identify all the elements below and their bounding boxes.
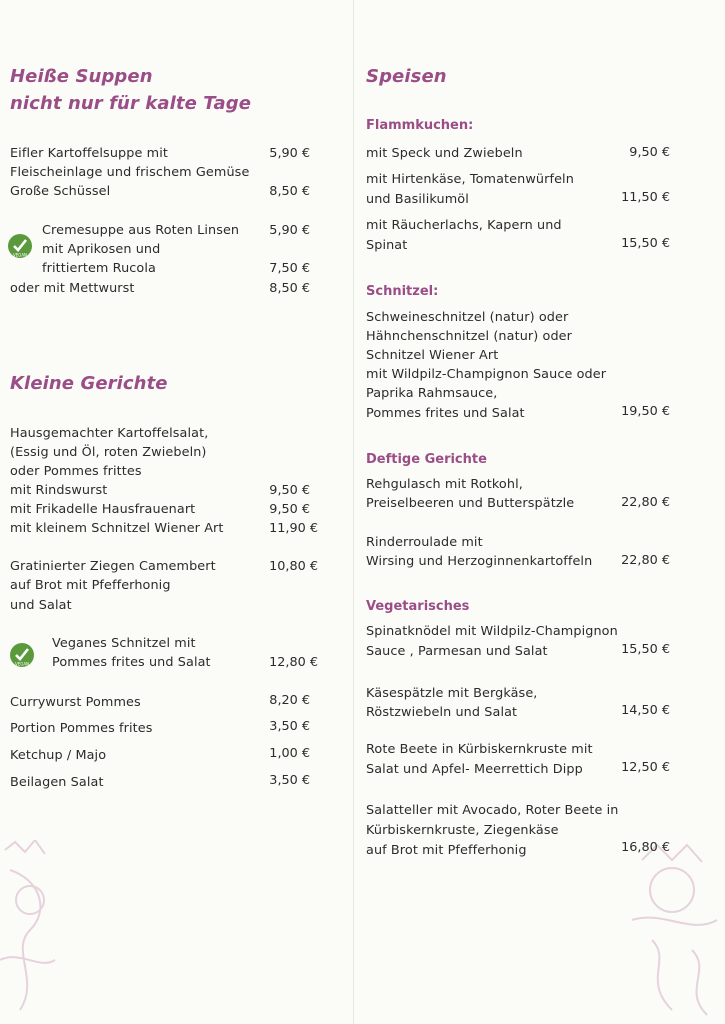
menu-item-desc: Salat und Apfel- Meerrettich Dipp (366, 762, 583, 777)
menu-item-option: mit Frikadelle Hausfrauenart (10, 502, 196, 517)
menu-item-price: 12,50 € (621, 760, 670, 775)
menu-item-desc: mit Aprikosen und (42, 242, 161, 257)
menu-item-price: 14,50 € (621, 703, 670, 718)
menu-item-option: mit kleinem Schnitzel Wiener Art (10, 521, 224, 536)
menu-item-price: 15,50 € (621, 236, 670, 251)
menu-item-price: 19,50 € (621, 404, 670, 419)
menu-item-price: 9,50 € (269, 483, 310, 498)
menu-item-price: 22,80 € (621, 553, 670, 568)
menu-item-desc: Pommes frites und Salat (366, 406, 525, 421)
menu-item-desc: auf Brot mit Pfefferhonig (10, 578, 171, 593)
menu-item-price: 3,50 € (269, 719, 310, 734)
menu-item-name: Beilagen Salat (10, 775, 104, 790)
section-title-small-dishes: Kleine Gerichte (10, 373, 168, 394)
menu-item-desc: Wirsing und Herzoginnenkartoffeln (366, 554, 593, 569)
menu-item-name: mit Speck und Zwiebeln (366, 146, 523, 161)
vegan-badge-text: VEGAN (14, 661, 30, 667)
menu-item-desc: (Essig und Öl, roten Zwiebeln) (10, 445, 207, 460)
page-fold-divider (353, 0, 354, 1024)
menu-item-name: Rehgulasch mit Rotkohl, (366, 477, 523, 492)
subsection-title-schnitzel: Schnitzel: (366, 284, 439, 299)
menu-item-name: Veganes Schnitzel mit (52, 636, 196, 651)
menu-item-desc: Pommes frites und Salat (52, 655, 211, 670)
menu-item-price: 9,50 € (269, 502, 310, 517)
menu-item-price: 9,50 € (629, 145, 670, 160)
menu-item-name: mit Räucherlachs, Kapern und (366, 218, 562, 233)
menu-item-desc: Preiselbeeren und Butterspätzle (366, 496, 575, 511)
heraldic-crest-icon (0, 840, 60, 1020)
menu-item-desc: oder mit Mettwurst (10, 281, 135, 296)
menu-item-name: Cremesuppe aus Roten Linsen (42, 223, 240, 238)
menu-item-desc: Spinat (366, 238, 408, 253)
menu-item-desc: mit Wildpilz-Champignon Sauce oder (366, 367, 607, 382)
menu-item-name: Rinderroulade mit (366, 535, 483, 550)
subsection-title-vegetarian: Vegetarisches (366, 599, 470, 614)
menu-item-option: mit Rindswurst (10, 483, 108, 498)
menu-item-desc: Röstzwiebeln und Salat (366, 705, 518, 720)
menu-item-price: 16,80 € (621, 840, 670, 855)
menu-item-name: Käsespätzle mit Bergkäse, (366, 686, 538, 701)
menu-item-price: 12,80 € (269, 655, 318, 670)
menu-item-price: 7,50 € (269, 261, 310, 276)
menu-item-desc: und Salat (10, 598, 72, 613)
section-title-soups: Heiße Suppen (10, 66, 153, 87)
menu-item-name: Eifler Kartoffelsuppe mit (10, 146, 168, 161)
vegan-badge-icon (7, 233, 33, 259)
menu-item-desc: oder Pommes frittes (10, 464, 142, 479)
menu-item-price: 22,80 € (621, 495, 670, 510)
menu-item-price: 3,50 € (269, 773, 310, 788)
menu-item-desc: Kürbiskernkruste, Ziegenkäse (366, 823, 559, 838)
menu-item-price: 11,50 € (621, 190, 670, 205)
menu-item-desc: und Basilikumöl (366, 192, 469, 207)
menu-item-desc: auf Brot mit Pfefferhonig (366, 843, 527, 858)
menu-item-price: 1,00 € (269, 746, 310, 761)
heraldic-crest-icon (622, 840, 722, 1020)
menu-item-name: Ketchup / Majo (10, 748, 107, 763)
menu-item-price: 10,80 € (269, 559, 318, 574)
menu-item-name: Rote Beete in Kürbiskernkruste mit (366, 742, 593, 757)
menu-item-price: 5,90 € (269, 223, 310, 238)
menu-item-price: 8,20 € (269, 693, 310, 708)
menu-item-price: 15,50 € (621, 642, 670, 657)
menu-item-name: Hähnchenschnitzel (natur) oder (366, 329, 573, 344)
subsection-title-flammkuchen: Flammkuchen: (366, 118, 474, 133)
menu-item-name: Schweineschnitzel (natur) oder (366, 310, 569, 325)
menu-item-name: Currywurst Pommes (10, 695, 141, 710)
vegan-badge-icon (9, 642, 35, 668)
menu-item-name: mit Hirtenkäse, Tomatenwürfeln (366, 172, 574, 187)
menu-item-price: 11,90 € (269, 521, 318, 536)
menu-item-desc: frittiertem Rucola (42, 261, 156, 276)
menu-item-price: 8,50 € (269, 281, 310, 296)
menu-item-name: Spinatknödel mit Wildpilz-Champignon (366, 624, 618, 639)
menu-item-name: Portion Pommes frites (10, 721, 153, 736)
section-title-main-dishes: Speisen (366, 66, 447, 87)
menu-item-desc: Fleischeinlage und frischem Gemüse (10, 165, 250, 180)
menu-item-name: Salatteller mit Avocado, Roter Beete in (366, 803, 619, 818)
menu-item-desc: Große Schüssel (10, 184, 111, 199)
vegan-badge-text: VEGAN (12, 252, 28, 258)
menu-item-price: 5,90 € (269, 146, 310, 161)
menu-item-price: 8,50 € (269, 184, 310, 199)
section-subtitle-soups: nicht nur für kalte Tage (10, 93, 252, 114)
subsection-title-hearty: Deftige Gerichte (366, 452, 487, 467)
menu-item-name: Gratinierter Ziegen Camembert (10, 559, 216, 574)
menu-item-name: Hausgemachter Kartoffelsalat, (10, 426, 209, 441)
menu-item-name: Schnitzel Wiener Art (366, 348, 499, 363)
menu-item-desc: Sauce , Parmesan und Salat (366, 644, 548, 659)
menu-item-desc: Paprika Rahmsauce, (366, 386, 498, 401)
